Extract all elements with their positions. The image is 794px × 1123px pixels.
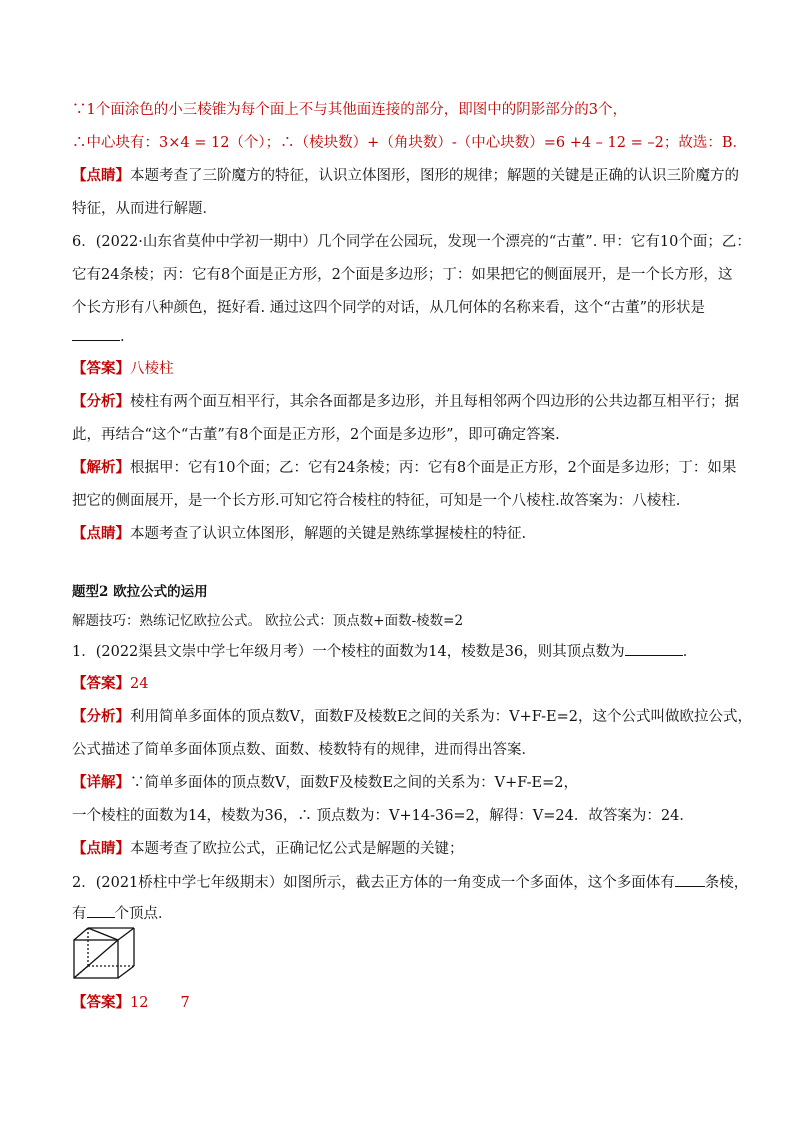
solution-text: 根据甲：它有10个面；乙：它有24条棱；丙：它有8个面是正方形，2个面是多边形；丁：如果 (130, 460, 737, 476)
q6-solution-2: 把它的侧面展开，是一个长方形.可知它符合棱柱的特征，可知是一个八棱柱.故答案为：八棱柱. (72, 493, 681, 509)
detail-text: ∵简单多面体的顶点数V，面数F及棱数E之间的关系为：V+F-E=2， (130, 775, 579, 791)
section-title: 题型2 欧拉公式的运用 (72, 584, 208, 600)
q1-analysis-1 (72, 707, 753, 727)
q6-analysis-2: 此，再结合“这个“古董”有8个面是正方形，2个面是多边形”，即可确定答案. (72, 427, 560, 443)
q6-answer (72, 359, 732, 379)
q1-detail-1 (72, 773, 732, 793)
answer-tag: 【答案】 (72, 994, 130, 1011)
q1-answer (72, 674, 732, 694)
q1-analysis-2: 公式描述了简单多面体顶点数、面数、棱数特有的规律，进而得出答案． (72, 742, 536, 758)
intro-line-2: ∴中心块有：3×4 = 12（个）；∴（棱块数）+（角块数）-（中心块数）=6 +4 – 12 = –2；故选：B． (72, 135, 747, 151)
answer-tag: 【答案】 (72, 360, 130, 377)
intro-note-cont: 特征，从而进行解题． (72, 201, 217, 217)
answer-blank (625, 641, 683, 656)
section-tip: 解题技巧：熟练记忆欧拉公式。 欧拉公式：顶点数+面数-棱数=2 (72, 613, 464, 629)
note-tag: 【点睛】 (72, 525, 130, 542)
note-text: 本题考查了三阶魔方的特征，认识立体图形，图形的规律；解题的关键是正确的认识三阶魔方的 (130, 168, 739, 184)
intro-note (72, 166, 739, 186)
answer-tag: 【答案】 (72, 675, 130, 692)
q2-stem: 2．(2021桥柱中学七年级期末）如图所示，截去正方体的一角变成一个多面体，这个多面体有 条棱， (72, 872, 732, 893)
analysis-tag: 【分析】 (72, 708, 130, 725)
q2-answer (72, 993, 732, 1013)
analysis-tag: 【分析】 (72, 393, 130, 410)
q6-stem-1: 6．(2022·山东省莫仲中学初一期中）几个同学在公园玩，发现一个漂亮的“古董”. 甲：它有10个面；乙： (72, 234, 751, 250)
q1-note (72, 839, 732, 859)
answer-text: 24 (130, 676, 149, 692)
answer-blank (675, 872, 705, 887)
solution-tag: 【解析】 (72, 459, 130, 476)
answer-vertices: 7 (180, 995, 190, 1011)
answer-text: 八棱柱 (130, 361, 174, 377)
note-tag: 【点睛】 (72, 840, 130, 857)
answer-blank (72, 326, 120, 341)
q2-stem-2: 有 个顶点． (72, 903, 732, 924)
q6-stem-3: 个长方形有八种颜色，挺好看. 通过这四个同学的对话，从几何体的名称来看，这个“古董”的形状是 (72, 300, 706, 316)
q6-stem-end: . (120, 329, 125, 345)
note-text: 本题考查了欧拉公式，正确记忆公式是解题的关键； (130, 841, 464, 857)
q6-note (72, 524, 732, 544)
q1-stem-text: 1．(2022渠县文崇中学七年级月考）一个棱柱的面数为14，棱数是36，则其顶点数为 (72, 644, 625, 660)
analysis-text: 棱柱有两个面互相平行，其余各面都是多边形，并且每相邻两个四边形的公共边都互相平行；据 (130, 394, 739, 410)
analysis-text: 利用简单多面体的顶点数V，面数F及棱数E之间的关系为：V+F-E=2，这个公式叫做欧拉公式， (130, 709, 753, 725)
intro-line-1: ∵1个面涂色的小三棱锥为每个面上不与其他面连接的部分，即图中的阴影部分的3个， (72, 102, 627, 118)
detail-tag: 【详解】 (72, 774, 130, 791)
note-text: 本题考查了认识立体图形，解题的关键是熟练掌握棱柱的特征. (130, 526, 527, 542)
q1-stem: 1．(2022渠县文崇中学七年级月考）一个棱柱的面数为14，棱数是36，则其顶点数为 ． (72, 641, 732, 662)
q6-analysis-1 (72, 392, 739, 412)
q6-stem-2: 它有24条棱；丙：它有8个面是正方形，2个面是多边形；丁：如果把它的侧面展开，是一个长方形，这 (72, 267, 733, 283)
q6-stem-4 (72, 326, 732, 347)
truncated-cube-figure (72, 926, 138, 982)
q6-solution-1 (72, 458, 737, 478)
note-tag: 【点睛】 (72, 167, 130, 184)
answer-edges: 12 (130, 995, 149, 1011)
answer-blank (87, 903, 115, 918)
q1-detail-2: 一个棱柱的面数为14，棱数为36，∴ 顶点数为：V+14-36=2，解得：V=24．故答案为：24． (72, 808, 694, 824)
